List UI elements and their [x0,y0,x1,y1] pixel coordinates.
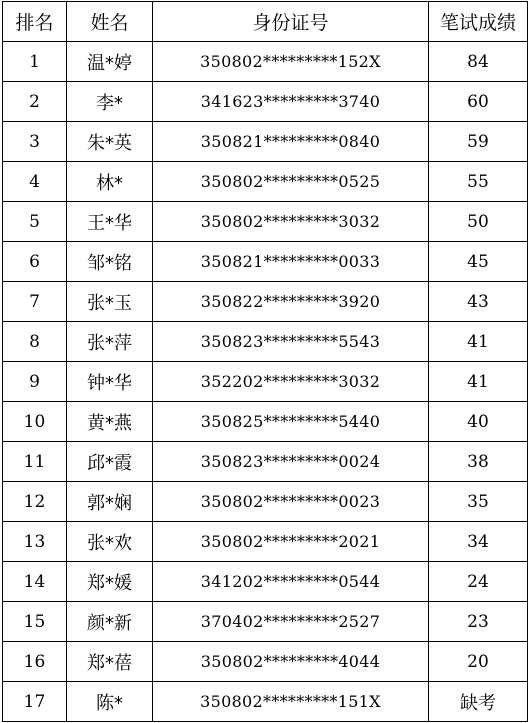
name-cell: 李* [67,82,153,122]
name-cell: 林* [67,162,153,202]
id-number-cell: 341202*********0544 [153,562,429,602]
table-row [3,682,528,722]
name-cell: 张*萍 [67,322,153,362]
header-written-score: 笔试成绩 [429,2,528,42]
name-cell: 张*欢 [67,522,153,562]
score-cell: 40 [429,402,528,442]
score-ranking-table [2,1,528,722]
score-cell: 41 [429,322,528,362]
rank-cell: 2 [3,82,67,122]
score-cell: 41 [429,362,528,402]
table-row [3,522,528,562]
score-cell: 24 [429,562,528,602]
table-row [3,162,528,202]
id-number-cell: 350802*********152X [153,42,429,82]
table-row [3,42,528,82]
rank-cell: 15 [3,602,67,642]
table-row [3,282,528,322]
name-cell: 陈* [67,682,153,722]
rank-cell: 11 [3,442,67,482]
rank-cell: 1 [3,42,67,82]
name-cell: 郭*娴 [67,482,153,522]
rank-cell: 5 [3,202,67,242]
table-row [3,482,528,522]
table-row [3,402,528,442]
rank-cell: 8 [3,322,67,362]
name-cell: 邱*霞 [67,442,153,482]
id-number-cell: 350802*********4044 [153,642,429,682]
score-cell: 20 [429,642,528,682]
id-number-cell: 350802*********0525 [153,162,429,202]
header-id-number: 身份证号 [153,2,429,42]
score-cell: 43 [429,282,528,322]
table-row [3,202,528,242]
table-row [3,442,528,482]
rank-cell: 12 [3,482,67,522]
table-row [3,322,528,362]
score-cell: 缺考 [429,682,528,722]
id-number-cell: 350821*********0840 [153,122,429,162]
id-number-cell: 350802*********2021 [153,522,429,562]
name-cell: 郑*蓓 [67,642,153,682]
table-row [3,82,528,122]
id-number-cell: 350822*********3920 [153,282,429,322]
id-number-cell: 341623*********3740 [153,82,429,122]
rank-cell: 6 [3,242,67,282]
name-cell: 邹*铭 [67,242,153,282]
score-cell: 50 [429,202,528,242]
id-number-cell: 352202*********3032 [153,362,429,402]
name-cell: 颜*新 [67,602,153,642]
name-cell: 郑*媛 [67,562,153,602]
id-number-cell: 370402*********2527 [153,602,429,642]
name-cell: 朱*英 [67,122,153,162]
id-number-cell: 350802*********151X [153,682,429,722]
score-cell: 60 [429,82,528,122]
table-row [3,642,528,682]
header-rank: 排名 [3,2,67,42]
rank-cell: 16 [3,642,67,682]
table-row [3,602,528,642]
rank-cell: 9 [3,362,67,402]
id-number-cell: 350823*********5543 [153,322,429,362]
header-name: 姓名 [67,2,153,42]
name-cell: 黄*燕 [67,402,153,442]
name-cell: 钟*华 [67,362,153,402]
header-row [3,2,528,42]
score-cell: 84 [429,42,528,82]
score-cell: 35 [429,482,528,522]
table-row [3,122,528,162]
score-cell: 45 [429,242,528,282]
rank-cell: 10 [3,402,67,442]
rank-cell: 17 [3,682,67,722]
id-number-cell: 350802*********3032 [153,202,429,242]
score-cell: 55 [429,162,528,202]
rank-cell: 4 [3,162,67,202]
rank-cell: 7 [3,282,67,322]
name-cell: 张*玉 [67,282,153,322]
score-cell: 59 [429,122,528,162]
id-number-cell: 350825*********5440 [153,402,429,442]
rank-cell: 14 [3,562,67,602]
id-number-cell: 350821*********0033 [153,242,429,282]
table-row [3,242,528,282]
table-row [3,562,528,602]
score-cell: 34 [429,522,528,562]
score-cell: 23 [429,602,528,642]
name-cell: 温*婷 [67,42,153,82]
id-number-cell: 350823*********0024 [153,442,429,482]
score-cell: 38 [429,442,528,482]
id-number-cell: 350802*********0023 [153,482,429,522]
rank-cell: 3 [3,122,67,162]
name-cell: 王*华 [67,202,153,242]
rank-cell: 13 [3,522,67,562]
table-row [3,362,528,402]
